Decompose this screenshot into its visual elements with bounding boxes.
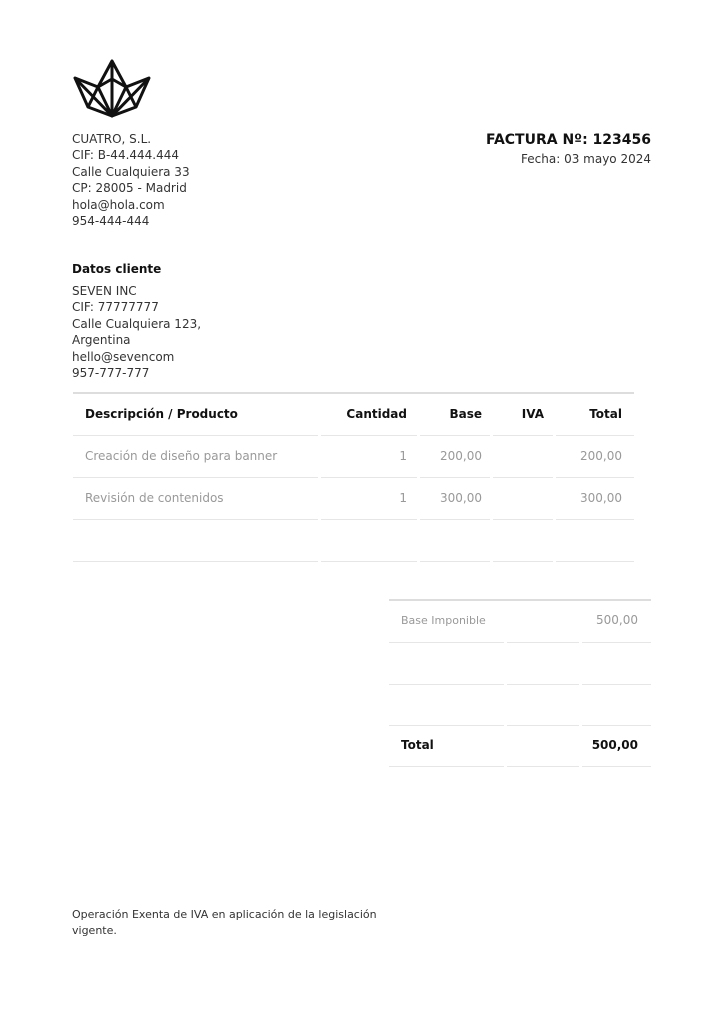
row-total: 300,00 [580, 491, 622, 505]
footer-note-line: Operación Exenta de IVA en aplicación de la legislación [72, 908, 377, 921]
company-name: CUATRO, S.L. [72, 132, 152, 146]
header-base: Base [449, 407, 482, 421]
row-base: 200,00 [440, 449, 482, 463]
row-description: Creación de diseño para banner [85, 449, 278, 463]
row-quantity: 1 [399, 491, 407, 505]
client-cif: CIF: 77777777 [72, 300, 159, 315]
company-cp: CP: 28005 - Madrid [72, 181, 187, 196]
header-total: Total [589, 407, 622, 421]
client-heading: Datos cliente [72, 262, 162, 276]
client-email: hello@sevencom [72, 349, 175, 364]
total-label: Total [401, 738, 434, 752]
client-address: Calle Cualquiera 123, [72, 316, 202, 331]
crown-logo-icon [72, 59, 152, 119]
company-email: hola@hola.com [72, 197, 165, 212]
header-description: Descripción / Producto [85, 407, 238, 421]
company-address: Calle Cualquiera 33 [72, 164, 190, 179]
client-phone: 957-777-777 [72, 366, 150, 381]
total-value: 500,00 [591, 738, 638, 752]
invoice-number: FACTURA Nº: 123456 [485, 132, 651, 148]
client-info [72, 283, 201, 381]
company-phone: 954-444-444 [72, 214, 150, 229]
footer-note-line: vigente. [72, 924, 117, 937]
company-info [72, 131, 190, 229]
client-name: SEVEN INC [72, 284, 137, 298]
row-description: Revisión de contenidos [85, 491, 224, 505]
company-cif: CIF: B-44.444.444 [72, 148, 180, 163]
header-iva: IVA [521, 407, 544, 421]
row-quantity: 1 [399, 449, 407, 463]
footer-note [72, 907, 377, 939]
base-imponible-label: Base Imponible [401, 614, 486, 627]
row-total: 200,00 [580, 449, 622, 463]
client-country: Argentina [72, 333, 131, 348]
header-quantity: Cantidad [346, 407, 407, 421]
row-base: 300,00 [440, 491, 482, 505]
invoice-date: Fecha: 03 mayo 2024 [521, 152, 651, 166]
base-imponible-value: 500,00 [596, 613, 638, 627]
